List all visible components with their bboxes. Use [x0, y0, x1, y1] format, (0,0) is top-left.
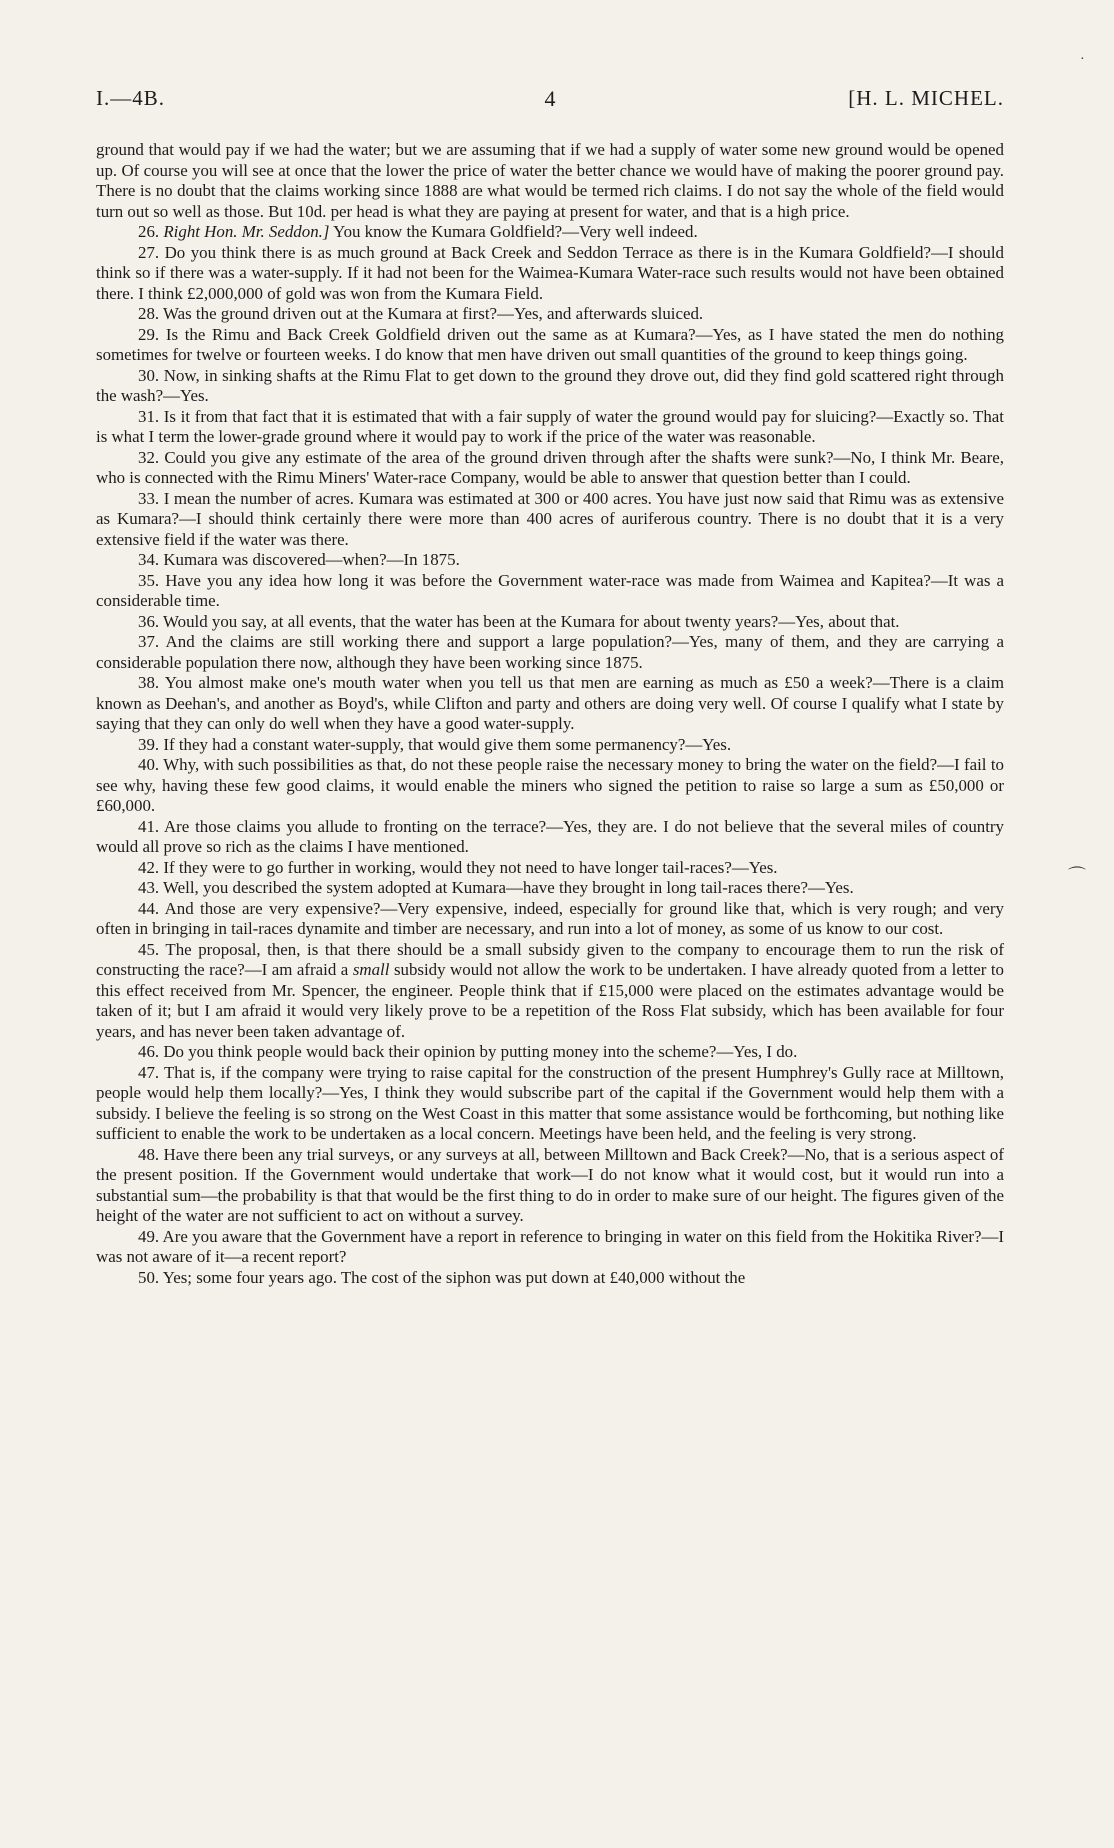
paragraph-q36	[96, 612, 1004, 633]
question-text: Is it from that fact that it is estimated that with a fair supply of water the ground would pay for sluicing?—Exactly so. That is what I term the lower-grade ground where it would pay to work if the price of the water was reasonable.	[96, 406, 1004, 446]
paragraph-q45	[96, 940, 1004, 1043]
emphasis-word: small	[352, 960, 390, 979]
question-number: 39.	[138, 734, 160, 754]
paragraph-q40	[96, 755, 1004, 817]
paragraph-continuation: ground that would pay if we had the water; but we are assuming that if we had a supply of water some new ground would be opened up. Of course you will see at once that the lower the price of water the better chance we would have of making the poorer ground pay. There is no doubt that the claims working since 1888 are what would be termed rich claims. I do not say the whole of the field would turn out so well as those. But 10d. per head is what they are paying at present for water, and that is a high price.	[96, 140, 1004, 221]
question-text: Well, you described the system adopted at Kumara—have they brought in long tail-races there?—Yes.	[163, 878, 854, 897]
paragraph-q50	[96, 1268, 1004, 1289]
page-header	[96, 86, 1004, 116]
question-text: If they had a constant water-supply, that would give them some permanency?—Yes.	[163, 734, 732, 754]
paragraph-q47	[96, 1063, 1004, 1145]
question-number: 35.	[138, 570, 160, 590]
question-number: 29.	[138, 324, 160, 344]
question-text: That is, if the company were trying to raise capital for the construction of the present Humphrey's Gully race at Milltown, people would help them locally?—Yes, I think they would subscribe part of the capital if the Government would help them with a subsidy. I believe the feeling is so strong on the West Coast in this matter that some assistance would be forthcoming, but nothing like sufficient to enable the work to be undertaken as a local concern. Meetings have been held, and the feeling is very strong.	[96, 1062, 1005, 1143]
question-number: 43.	[138, 878, 160, 897]
paragraph-q38	[96, 673, 1004, 735]
question-number: 34.	[138, 550, 160, 569]
paragraph-q27	[96, 243, 1004, 305]
scan-speck-mark: ·	[1080, 52, 1085, 67]
question-number: 37.	[138, 632, 160, 651]
question-number: 31.	[138, 406, 160, 426]
question-text: You know the Kumara Goldfield?—Very well indeed.	[333, 222, 698, 241]
question-text: Yes; some four years ago. The cost of the siphon was put down at £40,000 without the	[162, 1267, 746, 1287]
paragraph-q43	[96, 878, 1004, 899]
paragraph-q41	[96, 817, 1004, 858]
paragraph-q39	[96, 735, 1004, 756]
question-number: 46.	[138, 1042, 160, 1061]
question-number: 28.	[138, 304, 160, 323]
question-text: If they were to go further in working, would they not need to have longer tail-races?—Yes.	[163, 857, 778, 877]
question-text: Why, with such possibilities as that, do not these people raise the necessary money to bring the water on the field?—I fail to see why, having these few good claims, it would enable the miners who signed the petition to raise so large a sum as £50,000 or £60,000.	[96, 755, 1005, 815]
question-number: 30.	[138, 365, 160, 385]
question-number: 32.	[138, 447, 160, 467]
paragraph-q29	[96, 325, 1004, 366]
question-text: Is the Rimu and Back Creek Goldfield driven out the same as at Kumara?—Yes, as I have stated the men do nothing sometimes for twelve or fourteen weeks. I do know that men have driven out small quantities of the ground to keep things going.	[96, 324, 1004, 364]
question-text: The proposal, then, is that there should be a small subsidy given to the company to encourage them to run the risk of constructing the race?—I am afraid a	[96, 939, 1004, 979]
question-text: Could you give any estimate of the area of the ground driven through after the shafts were sunk?—No, I think Mr. Beare, who is connected with the Rimu Miners' Water-race Company, would be able to answer that question better than I could.	[96, 447, 1004, 487]
witness-name: [H. L. MICHEL.	[848, 86, 1004, 110]
question-number: 27.	[138, 242, 160, 262]
question-number: 26.	[138, 222, 160, 241]
question-text-continued: subsidy would not allow the work to be undertaken. I have already quoted from a letter to this effect received from Mr. Spencer, the engineer. People think that if £15,000 were placed on the estimates advantage would be taken of it; but I am afraid it would very likely prove to be a repetition of the Ross Flat subsidy, which has been available for four years, and has never been taken advantage of.	[96, 960, 1004, 1041]
document-reference: I.—4B.	[96, 86, 165, 110]
question-text: Was the ground driven out at the Kumara at first?—Yes, and afterwards sluiced.	[163, 304, 704, 323]
question-number: 40.	[138, 755, 160, 774]
page-number: 4	[544, 86, 556, 111]
question-number: 38.	[138, 673, 160, 692]
paragraph-q31	[96, 407, 1004, 448]
paragraph-q30	[96, 366, 1004, 407]
paragraph-q48	[96, 1145, 1004, 1227]
question-number: 44.	[138, 898, 160, 918]
paragraph-q42	[96, 858, 1004, 879]
question-number: 49.	[138, 1226, 160, 1246]
question-text: Are those claims you allude to fronting on the terrace?—Yes, they are. I do not believe that the several miles of country would all prove so rich as the claims I have mentioned.	[96, 816, 1004, 856]
question-text: And those are very expensive?—Very expensive, indeed, especially for ground like that, which is very rough; and very often in bringing in tail-races dynamite and timber are necessary, and run into a lot of money, as some of us know to our cost.	[96, 898, 1004, 938]
paragraph-q34	[96, 550, 1004, 571]
question-number: 48.	[138, 1144, 160, 1164]
question-text: I mean the number of acres. Kumara was estimated at 300 or 400 acres. You have just now said that Rimu was as extensive as Kumara?—I should think certainly there were more than 400 acres of auriferous country. There is no doubt that it is a very extensive field if the water was there.	[96, 488, 1004, 549]
paragraph-q26	[96, 222, 1004, 243]
question-number: 42.	[138, 857, 160, 877]
paragraph-q46	[96, 1042, 1004, 1063]
question-text: Are you aware that the Government have a report in reference to bringing in water on this field from the Hokitika River?—I was not aware of it—a recent report?	[96, 1226, 1004, 1266]
paragraph-q33	[96, 489, 1004, 551]
paragraph-q32	[96, 448, 1004, 489]
question-text: Have there been any trial surveys, or any surveys at all, between Milltown and Back Creek?—No, that is a serious aspect of the present position. If the Government would undertake that work—I do not know what it would cost, but it would run into a substantial sum—the probability is that that would be the first thing to do in order to make sure of our height. The figures given of the height of the water are not sufficient to act on without a survey.	[96, 1144, 1004, 1225]
question-text: Do you think there is as much ground at Back Creek and Seddon Terrace as there is in the Kumara Goldfield?—I should think so if there was a water-supply. If it had not been for the Waimea-Kumara Water-race such results would not have been obtained there. I think £2,000,000 of gold was won from the Kumara Field.	[96, 242, 1004, 303]
page-body	[96, 140, 1004, 1288]
paragraph-q35	[96, 571, 1004, 612]
question-text: Do you think people would back their opinion by putting money into the scheme?—Yes, I do.	[163, 1042, 798, 1061]
paragraph-q49	[96, 1227, 1004, 1268]
question-number: 45.	[138, 939, 160, 959]
question-text: Would you say, at all events, that the water has been at the Kumara for about twenty years?—Yes, about that.	[163, 611, 900, 631]
question-text: Have you any idea how long it was before the Government water-race was made from Waimea and Kapitea?—It was a considerable time.	[96, 570, 1004, 610]
question-number: 36.	[138, 611, 160, 631]
question-number: 33.	[138, 488, 160, 508]
question-number: 47.	[138, 1062, 160, 1082]
paragraph-q44	[96, 899, 1004, 940]
question-text: And the claims are still working there and support a large population?—Yes, many of them, and they are carrying a considerable population there now, although they have been working since 1875.	[96, 632, 1004, 672]
margin-tick-mark: ⌒	[1068, 866, 1086, 886]
paragraph-q28	[96, 304, 1004, 325]
question-text: You almost make one's mouth water when you tell us that men are earning as much as £50 a week?—There is a claim known as Deehan's, and another as Boyd's, while Clifton and party and others are doing very well. Of course I qualify what I state by saying that they can only do well when they have a good water-supply.	[96, 673, 1004, 733]
question-text: Kumara was discovered—when?—In 1875.	[163, 550, 460, 569]
question-number: 41.	[138, 816, 160, 836]
paragraph-q37	[96, 632, 1004, 673]
question-number: 50.	[138, 1267, 160, 1287]
speaker-name: Right Hon. Mr. Seddon.]	[163, 222, 330, 241]
question-text: Now, in sinking shafts at the Rimu Flat to get down to the ground they drove out, did they find gold scattered right through the wash?—Yes.	[96, 365, 1004, 405]
